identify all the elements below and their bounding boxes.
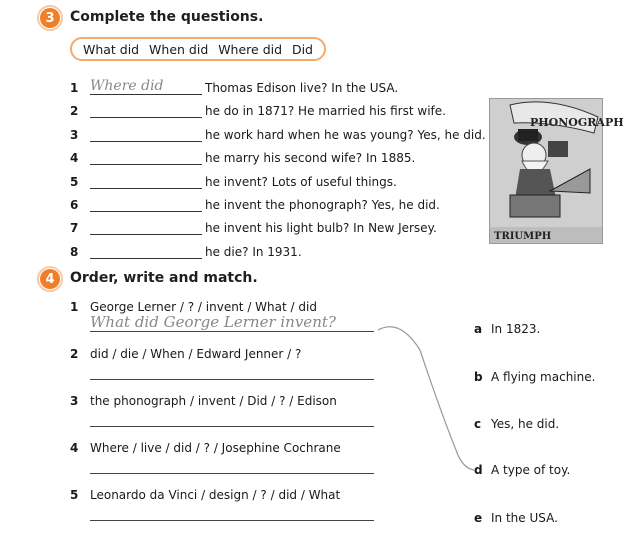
poster-top-text: PHONOGRAPH xyxy=(530,116,624,129)
question-text: he die? In 1931. xyxy=(205,245,302,259)
order-prompt: George Lerner / ? / invent / What / did xyxy=(90,300,317,314)
question-text: he invent the phonograph? Yes, he did. xyxy=(205,198,440,212)
order-prompt: Where / live / did / ? / Josephine Cochrane xyxy=(90,441,341,455)
section-3-title: Complete the questions. xyxy=(70,9,264,25)
order-number: 3 xyxy=(70,394,79,408)
answer-line[interactable] xyxy=(90,313,374,332)
section-4-title: Order, write and match. xyxy=(70,270,258,286)
answer-blank[interactable] xyxy=(90,172,202,189)
word-bank-item: Did xyxy=(291,41,313,57)
question-text: he do in 1871? He married his first wife. xyxy=(205,104,446,118)
question-row xyxy=(70,241,302,259)
match-answer[interactable] xyxy=(474,511,558,525)
word-bank xyxy=(70,37,326,61)
handwritten-answer: What did George Lerner invent? xyxy=(90,313,336,331)
match-answer[interactable] xyxy=(474,463,570,477)
order-number: 5 xyxy=(70,488,79,502)
answer-blank[interactable] xyxy=(90,195,202,212)
order-item xyxy=(70,441,341,455)
word-bank-item: Where did xyxy=(218,41,283,57)
answer-text: A flying machine. xyxy=(491,370,596,384)
answer-line[interactable] xyxy=(90,457,374,474)
answer-text: In the USA. xyxy=(491,511,558,525)
question-number: 4 xyxy=(70,151,79,165)
match-answer[interactable] xyxy=(474,417,559,431)
answer-blank[interactable] xyxy=(90,242,202,259)
answer-line[interactable] xyxy=(90,363,374,380)
answer-letter: c xyxy=(474,417,482,431)
word-bank-item: When did xyxy=(149,41,209,57)
match-answer[interactable] xyxy=(474,370,595,384)
question-number: 1 xyxy=(70,81,79,95)
poster-bottom-text: TRIUMPH xyxy=(494,231,552,242)
answer-text: In 1823. xyxy=(491,322,541,336)
question-text: Thomas Edison live? In the USA. xyxy=(205,81,399,95)
order-item xyxy=(70,394,337,408)
order-prompt: did / die / When / Edward Jenner / ? xyxy=(90,347,302,361)
answer-blank[interactable] xyxy=(90,101,202,118)
answer-text: Yes, he did. xyxy=(491,417,560,431)
answer-line[interactable] xyxy=(90,504,374,521)
order-item xyxy=(70,300,317,314)
answer-letter: b xyxy=(474,370,483,384)
order-item xyxy=(70,488,340,502)
section-3-badge: 3 xyxy=(40,8,60,28)
question-row xyxy=(70,147,415,165)
match-answer[interactable] xyxy=(474,322,540,336)
answer-blank[interactable] xyxy=(90,148,202,165)
word-bank-item: What did xyxy=(82,41,140,57)
question-text: he marry his second wife? In 1885. xyxy=(205,151,416,165)
order-number: 2 xyxy=(70,347,79,361)
answer-blank[interactable] xyxy=(90,78,202,95)
question-row xyxy=(70,100,446,118)
question-row xyxy=(70,77,398,95)
section-4-badge: 4 xyxy=(40,269,60,289)
answer-letter: a xyxy=(474,322,483,336)
order-prompt: the phonograph / invent / Did / ? / Edison xyxy=(90,394,337,408)
question-row xyxy=(70,171,397,189)
question-number: 5 xyxy=(70,175,79,189)
answer-blank[interactable] xyxy=(90,218,202,235)
question-number: 6 xyxy=(70,198,79,212)
question-text: he invent? Lots of useful things. xyxy=(205,175,397,189)
question-text: he work hard when he was young? Yes, he did. xyxy=(205,128,486,142)
matching-line xyxy=(370,320,480,480)
question-number: 2 xyxy=(70,104,79,118)
order-prompt: Leonardo da Vinci / design / ? / did / What xyxy=(90,488,341,502)
answer-letter: e xyxy=(474,511,483,525)
question-number: 3 xyxy=(70,128,79,142)
handwritten-answer: Where did xyxy=(90,78,164,94)
answer-text: A type of toy. xyxy=(491,463,571,477)
phonograph-poster-image xyxy=(489,98,624,244)
answer-letter: d xyxy=(474,463,483,477)
order-item xyxy=(70,347,301,361)
poster-illustration xyxy=(490,99,624,243)
question-number: 8 xyxy=(70,245,79,259)
answer-blank[interactable] xyxy=(90,125,202,142)
order-number: 4 xyxy=(70,441,79,455)
question-number: 7 xyxy=(70,221,79,235)
answer-line[interactable] xyxy=(90,410,374,427)
question-row xyxy=(70,194,440,212)
order-number: 1 xyxy=(70,300,79,314)
question-row xyxy=(70,217,437,235)
question-row xyxy=(70,124,486,142)
question-text: he invent his light bulb? In New Jersey. xyxy=(205,221,437,235)
